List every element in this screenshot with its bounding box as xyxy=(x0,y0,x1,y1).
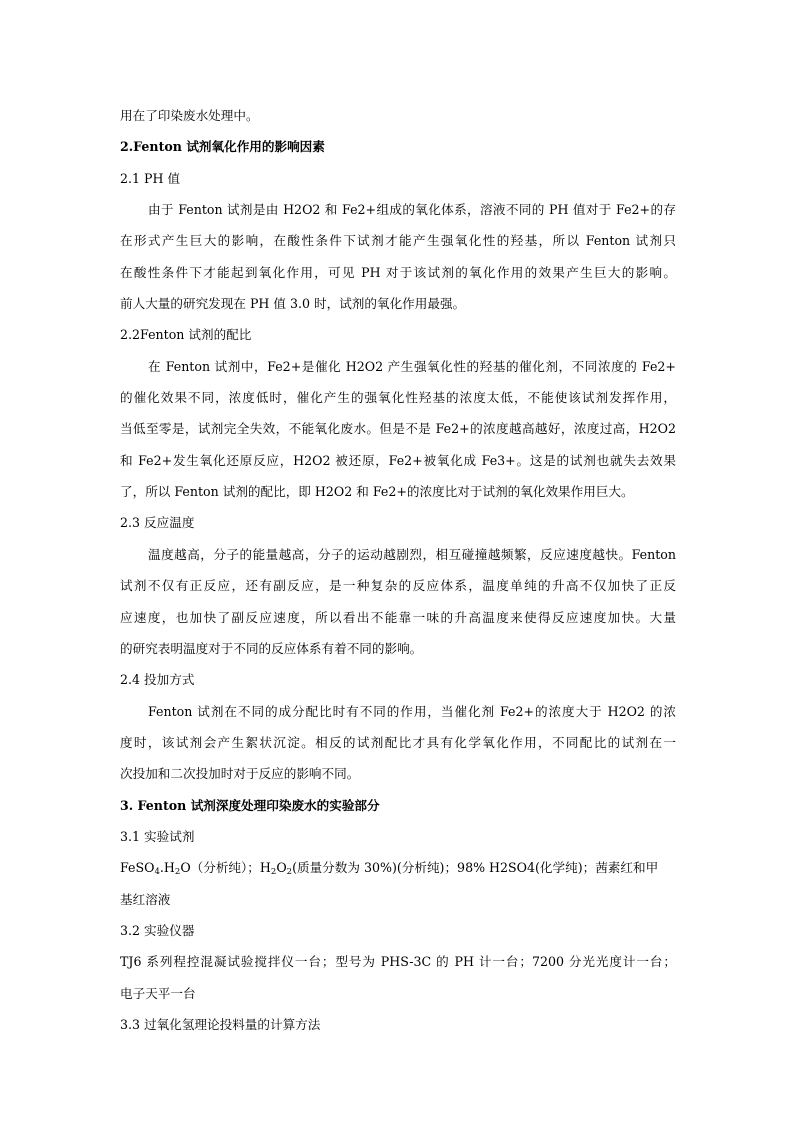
subscript: 2 xyxy=(286,867,293,878)
paragraph-line: 了，所以 Fenton 试剂的配比，即 H2O2 和 Fe2+的浓度比对于试剂的氧化效果作用巨大。 xyxy=(120,484,634,500)
subscript: 2 xyxy=(270,867,277,878)
section-3-1-heading: 3.1 实验试剂 xyxy=(120,828,195,844)
paragraph-line: 电子天平一台 xyxy=(120,985,196,1001)
reagent-text: O（分析纯）；H xyxy=(180,860,271,876)
section-3-2-heading: 3.2 实验仪器 xyxy=(120,922,195,938)
reagents-line xyxy=(120,852,676,883)
section-2-heading: 2.Fenton 试剂氧化作用的影响因素 xyxy=(120,139,325,155)
paragraph-line: 的催化效果不同，浓度低时，催化产生的强氧化性羟基的浓度太低，不能使该试剂发挥作用， xyxy=(120,390,676,406)
reagent-text: O xyxy=(276,860,287,876)
paragraph-line: Fenton 试剂在不同的成分配比时有不同的作用，当催化剂 Fe2+的浓度大于 H2O2 的浓 xyxy=(148,703,676,719)
section-2-2-heading: 2.2Fenton 试剂的配比 xyxy=(120,327,252,343)
document-body xyxy=(120,100,676,1040)
subscript: 2 xyxy=(174,867,181,878)
intro-tail-line: 用在了印染废水处理中。 xyxy=(120,108,259,123)
paragraph-line: 由于 Fenton 试剂是由 H2O2 和 Fe2+组成的氧化体系，溶液不同的 PH 值对于 Fe2+的存 xyxy=(148,202,676,218)
section-3-heading: 3. Fenton 试剂深度处理印染废水的实验部分 xyxy=(120,797,380,813)
paragraph-line: 前人大量的研究发现在 PH 值 3.0 时，试剂的氧化作用最强。 xyxy=(120,296,466,312)
paragraph-line: 在形式产生巨大的影响，在酸性条件下试剂才能产生强氧化性的羟基，所以 Fenton 试剂只 xyxy=(120,233,676,249)
subscript: 4 xyxy=(154,867,160,878)
paragraph-line: 的研究表明温度对于不同的反应体系有着不同的影响。 xyxy=(120,640,423,656)
paragraph-line: 在酸性条件下才能起到氧化作用，可见 PH 对于该试剂的氧化作用的效果产生巨大的影响。 xyxy=(120,264,676,280)
paragraph-line: 次投加和二次投加时对于反应的影响不同。 xyxy=(120,766,360,782)
paragraph-line: 和 Fe2+发生氧化还原反应，H2O2 被还原，Fe2+被氧化成 Fe3+。这是的试剂也就失去效果 xyxy=(120,452,676,468)
section-3-3-heading: 3.3 过氧化氢理论投料量的计算方法 xyxy=(120,1016,321,1032)
section-2-3-heading: 2.3 反应温度 xyxy=(120,515,195,531)
paragraph-line: 温度越高，分子的能量越高，分子的运动越剧烈，相互碰撞越频繁，反应速度越快。Fenton xyxy=(148,546,676,562)
section-2-4-heading: 2.4 投加方式 xyxy=(120,672,195,688)
section-2-1-heading: 2.1 PH 值 xyxy=(120,170,181,186)
reagent-text: FeSO xyxy=(120,860,155,876)
paragraph-line: TJ6 系列程控混凝试验搅拌仪一台；型号为 PHS-3C 的 PH 计一台；7200 分光光度计一台； xyxy=(120,954,676,970)
reagent-text: (质量分数为 30%)(分析纯)；98% H2SO4(化学纯)；茜素红和甲 xyxy=(292,860,659,876)
paragraph-line: 应速度，也加快了副反应速度，所以看出不能靠一味的升高温度来使得反应速度加快。大量 xyxy=(120,609,676,625)
paragraph-line: 当低至零是，试剂完全失效，不能氧化废水。但是不是 Fe2+的浓度越高越好，浓度过高，H2O2 xyxy=(120,421,676,437)
paragraph-line: 度时，该试剂会产生絮状沉淀。相反的试剂配比才具有化学氧化作用，不同配比的试剂在一 xyxy=(120,734,676,750)
paragraph-line: 试剂不仅有正反应，还有副反应，是一种复杂的反应体系，温度单纯的升高不仅加快了正反 xyxy=(120,578,676,594)
reagents-line-2: 基红溶液 xyxy=(120,891,171,907)
reagent-text: .H xyxy=(159,860,175,876)
paragraph-line: 在 Fenton 试剂中，Fe2+是催化 H2O2 产生强氧化性的羟基的催化剂，不同浓度的 Fe2+ xyxy=(148,358,676,374)
